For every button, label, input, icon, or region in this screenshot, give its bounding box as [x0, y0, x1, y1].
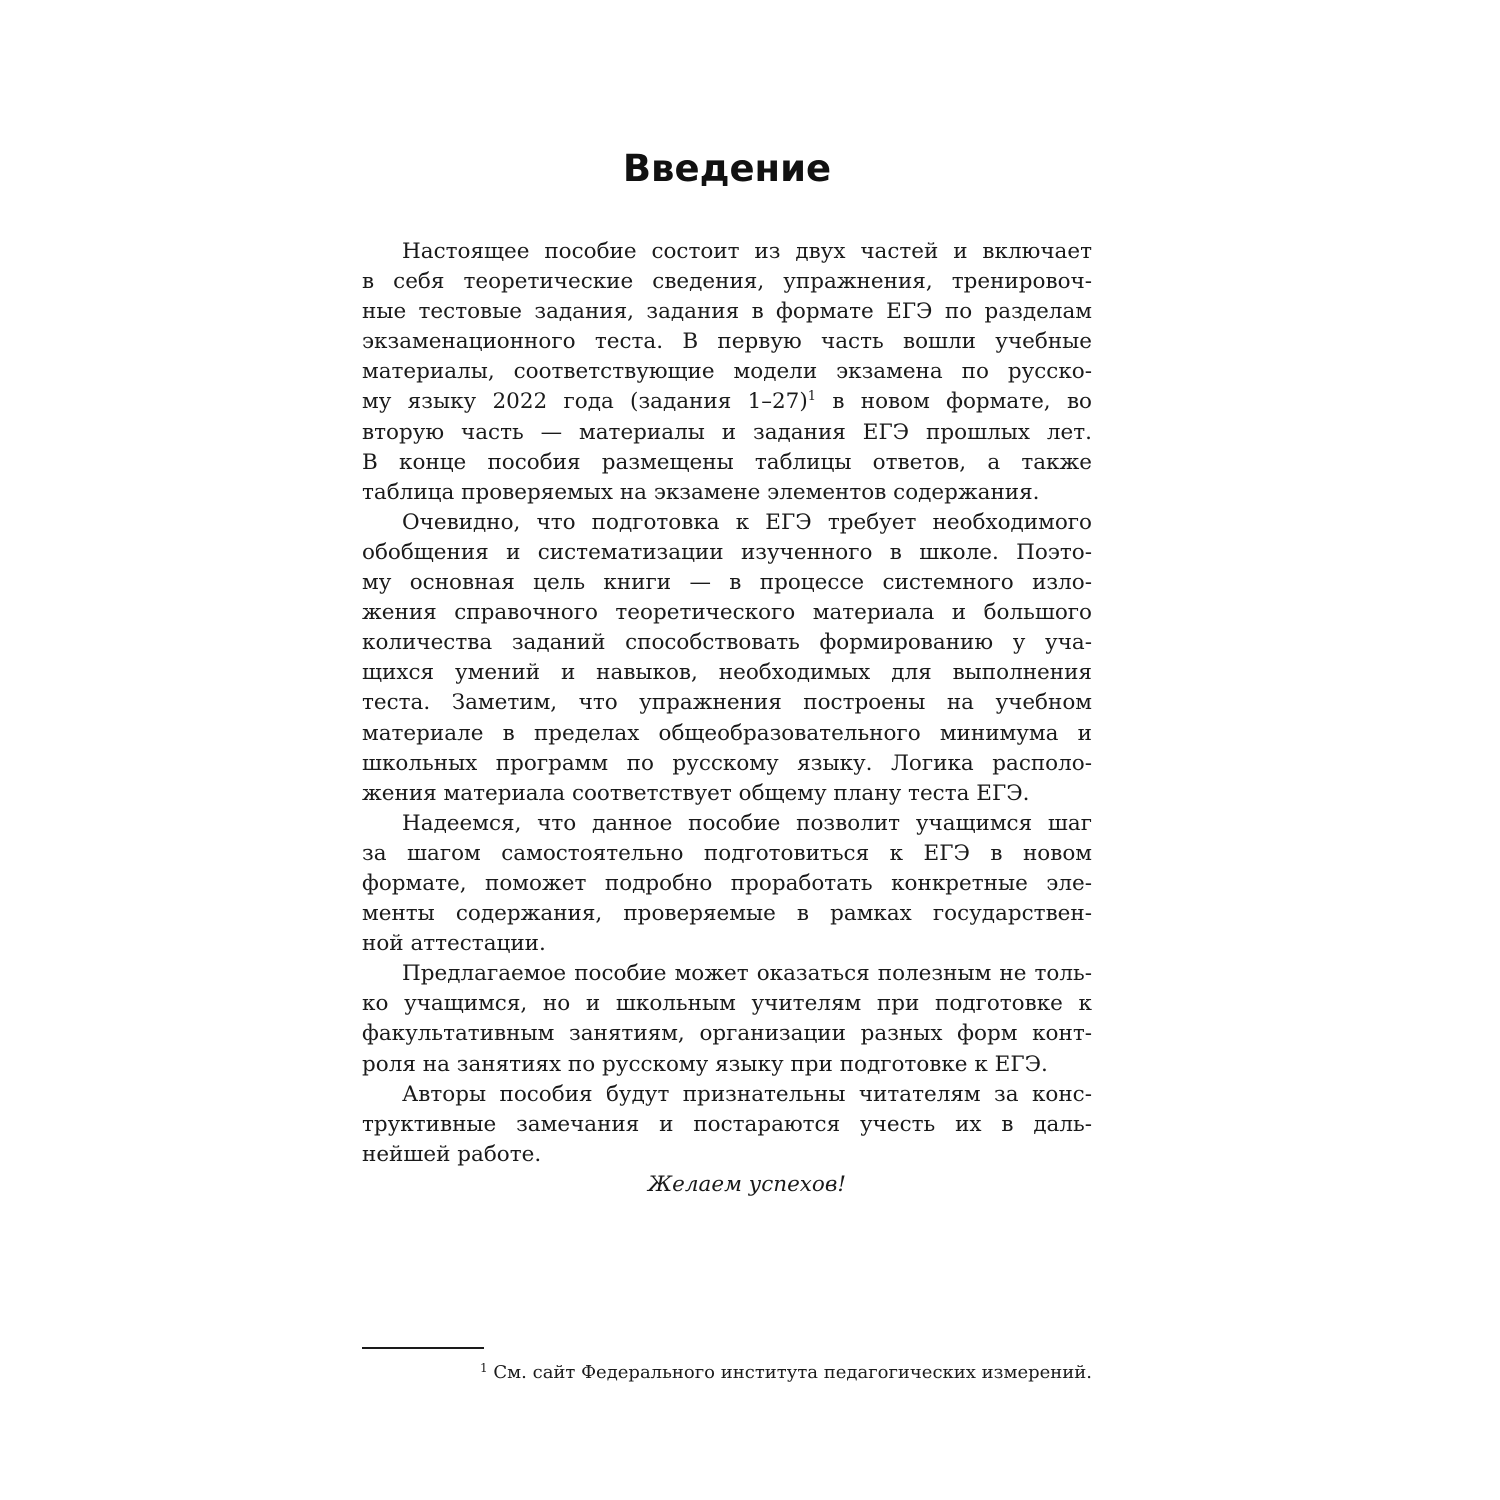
body-text	[362, 237, 1092, 1200]
paragraph	[362, 237, 1092, 508]
text-line: обобщения и систематизации изученного в школе. Поэто-	[362, 539, 1092, 565]
text-line: Очевидно, что подготовка к ЕГЭ требует необходимого	[402, 509, 1092, 535]
footnote-rule	[362, 1347, 484, 1349]
text-line: ко учащимся, но и школьным учителям при подготовке к	[362, 991, 1092, 1017]
text-line: экзаменационного теста. В первую часть вошли учебные	[362, 329, 1092, 355]
text-line: факультативным занятиям, организации разных форм конт-	[362, 1021, 1092, 1047]
text-line: Настоящее пособие состоит из двух частей и включает	[402, 239, 1092, 264]
text-segment: му языку 2022 года (задания 1–27)	[362, 389, 808, 415]
footnote-text: См. сайт Федерального института педагогических измерений.	[487, 1362, 1092, 1383]
text-segment: в новом формате, во	[816, 389, 1092, 415]
text-line: материалы, соответствующие модели экзамена по русско-	[362, 359, 1092, 385]
text-line: В конце пособия размещены таблицы ответов, а также	[362, 449, 1092, 475]
text-line: ной аттестации.	[362, 931, 546, 957]
text-line	[362, 387, 1092, 417]
text-line: школьных программ по русскому языку. Логика располо-	[362, 750, 1092, 776]
text-line: материале в пределах общеобразовательного минимума и	[362, 720, 1092, 746]
page-title: Введение	[622, 147, 832, 190]
text-line: Авторы пособия будут признательны читателям за конс-	[402, 1081, 1092, 1107]
text-line: формате, поможет подробно проработать конкретные эле-	[362, 870, 1092, 896]
text-line: вторую часть — материалы и задания ЕГЭ прошлых лет.	[362, 419, 1092, 445]
text-line: теста. Заметим, что упражнения построены на учебном	[362, 690, 1092, 716]
paragraph	[362, 809, 1092, 959]
text-line: Надеемся, что данное пособие позволит учащимся шаг	[402, 810, 1092, 836]
paragraph	[362, 959, 1092, 1079]
footnote	[362, 1361, 1092, 1385]
text-line: щихся умений и навыков, необходимых для выполнения	[362, 660, 1092, 686]
text-line: за шагом самостоятельно подготовиться к ЕГЭ в новом	[362, 840, 1092, 866]
text-line: ные тестовые задания, задания в формате ЕГЭ по разделам	[362, 299, 1092, 325]
text-line: му основная цель книги — в процессе системного изло-	[362, 570, 1092, 596]
footnote-reference[interactable]: 1	[807, 389, 817, 405]
text-line: роля на занятиях по русскому языку при подготовке к ЕГЭ.	[362, 1051, 1048, 1077]
signoff: Желаем успехов!	[647, 1171, 847, 1197]
text-line: труктивные замечания и постараются учесть их в даль-	[362, 1111, 1092, 1137]
text-line: количества заданий способствовать формированию у уча-	[362, 630, 1092, 656]
text-line: менты содержания, проверяемые в рамках государствен-	[362, 901, 1092, 927]
text-line: нейшей работе.	[362, 1141, 542, 1167]
text-line: Предлагаемое пособие может оказаться полезным не толь-	[402, 961, 1092, 987]
text-line: жения справочного теоретического материала и большого	[362, 600, 1092, 626]
footnote-marker: 1	[480, 1361, 488, 1375]
text-line: в себя теоретические сведения, упражнения, тренировоч-	[362, 269, 1092, 295]
paragraph	[362, 508, 1092, 809]
text-line: жения материала соответствует общему плану теста ЕГЭ.	[362, 780, 1030, 806]
paragraph	[362, 1080, 1092, 1170]
text-line: таблица проверяемых на экзамене элементов содержания.	[362, 479, 1040, 505]
document-page	[362, 0, 1092, 1500]
